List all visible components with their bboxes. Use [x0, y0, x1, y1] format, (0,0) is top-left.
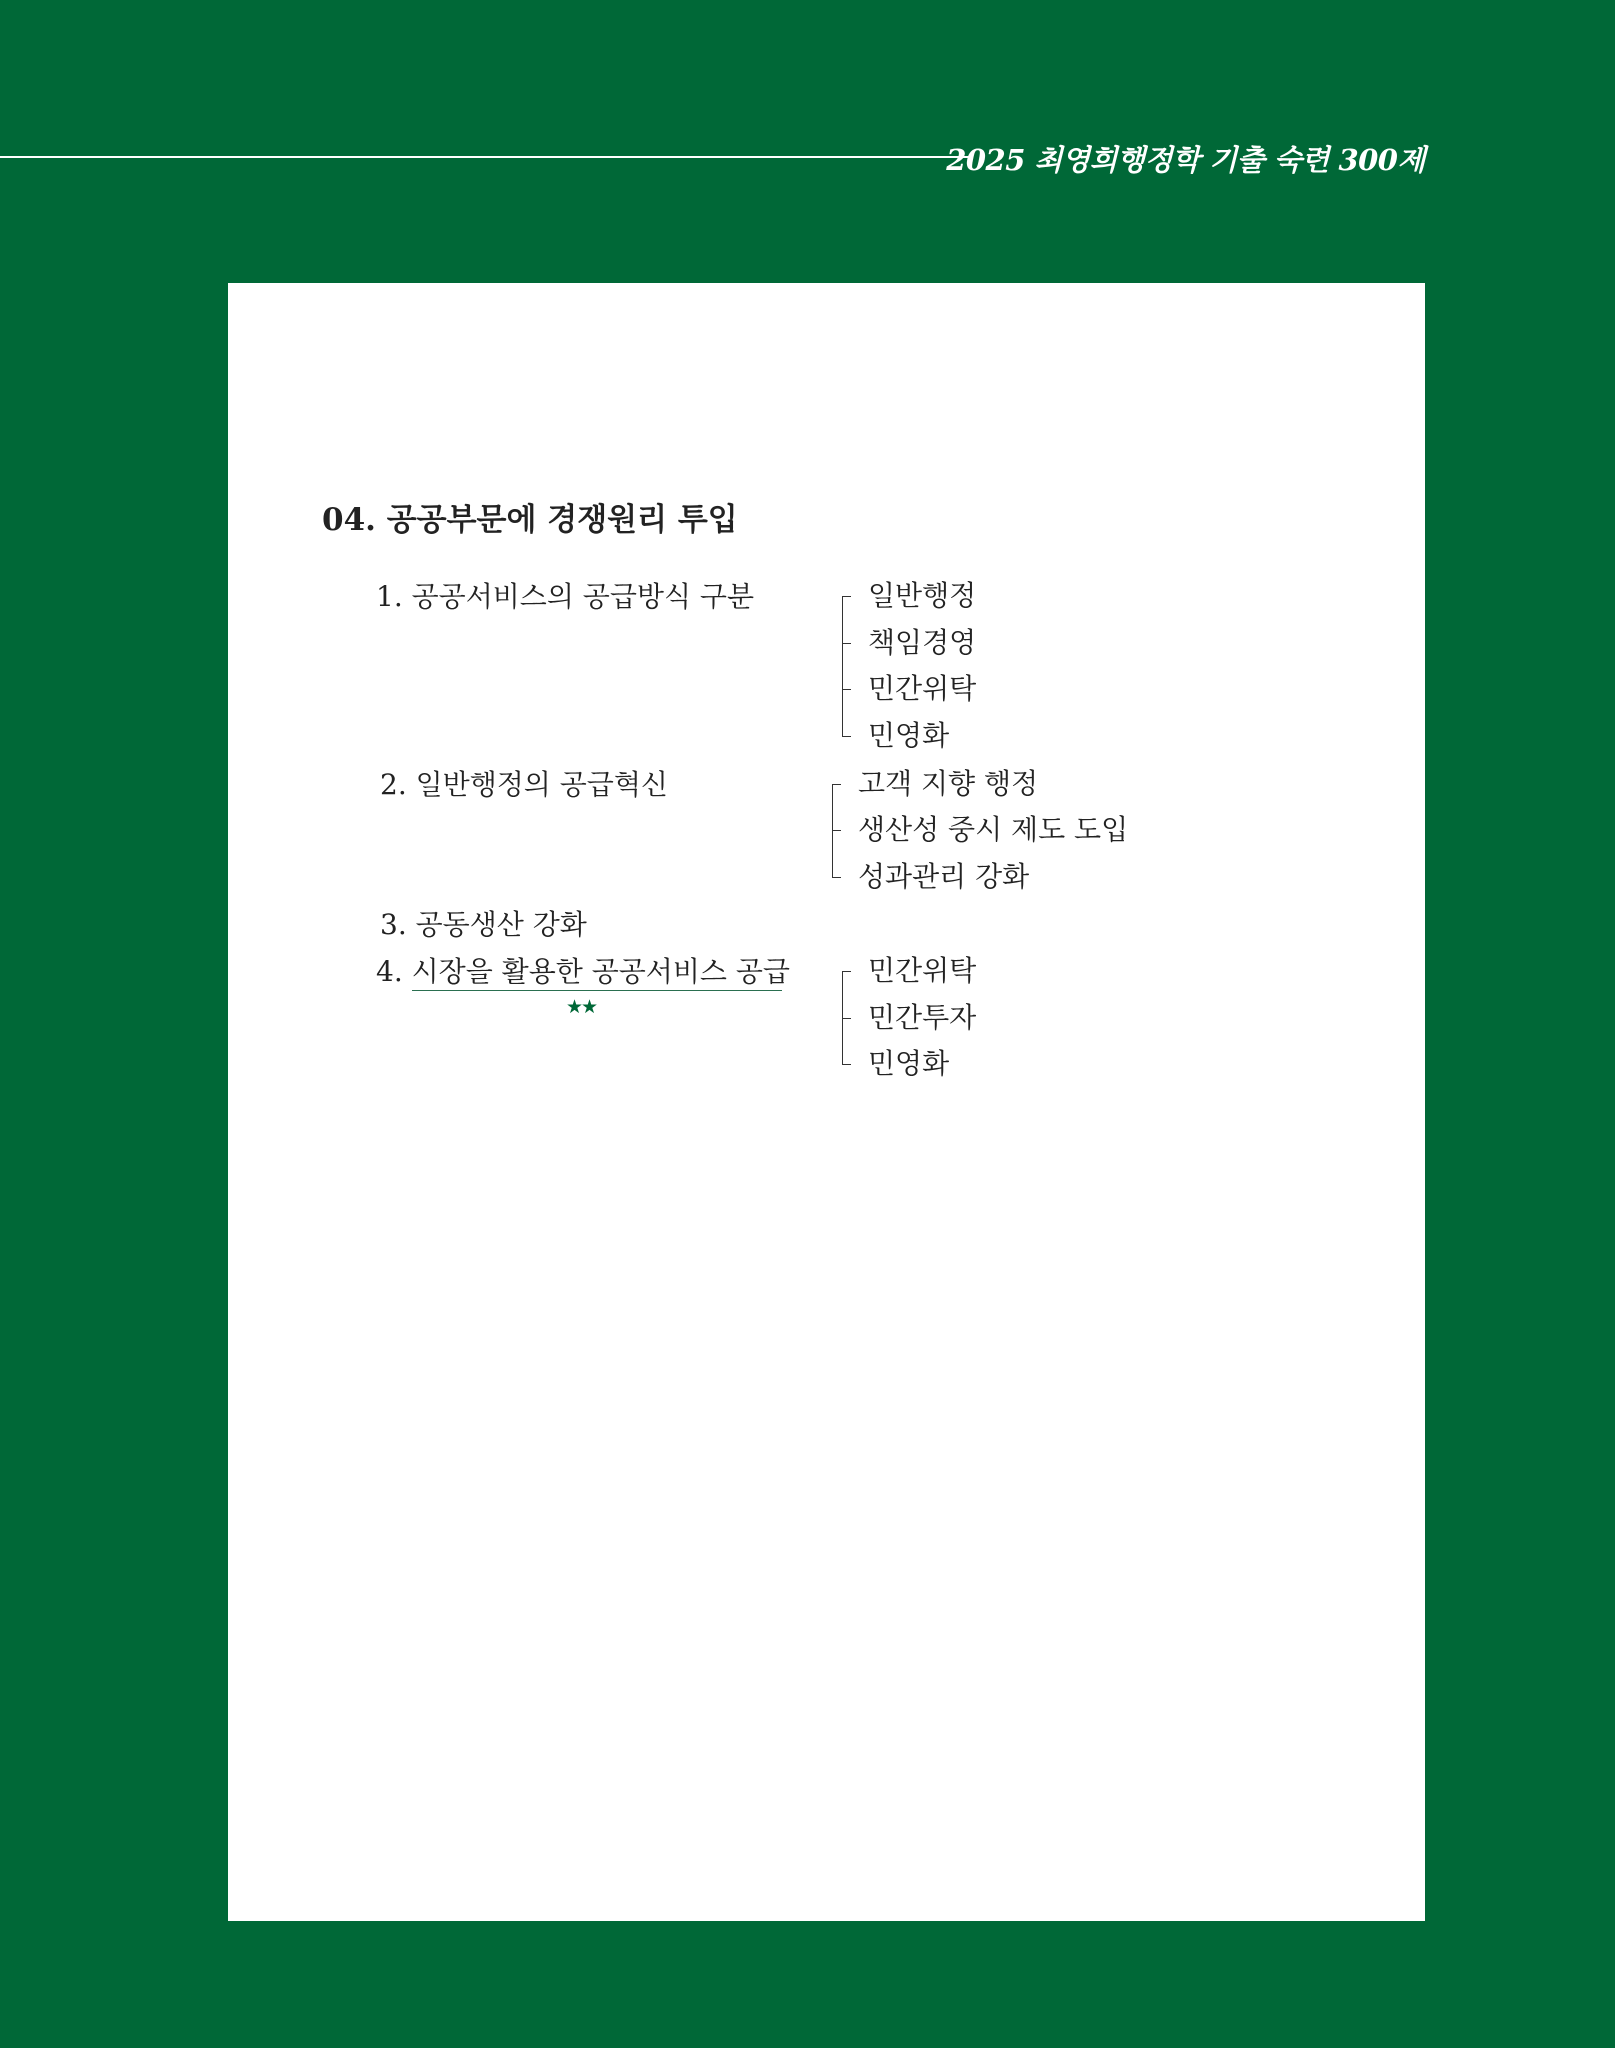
item-1-label: 1. 공공서비스의 공급방식 구분: [376, 580, 754, 613]
branch-item: 민영화: [868, 1047, 950, 1080]
branch-item: 민간위탁: [868, 672, 977, 705]
branch-tick: [832, 830, 841, 831]
branch-item: 민간투자: [868, 1001, 977, 1034]
branch-tick: [832, 877, 841, 878]
header-rule: [0, 156, 970, 158]
branch-tick: [842, 689, 851, 690]
branch-tick: [842, 1018, 851, 1019]
content-card: [228, 283, 1425, 1921]
branch-tick: [842, 643, 851, 644]
branch-item: 생산성 중시 제도 도입: [858, 813, 1129, 846]
branch-tick: [842, 971, 851, 972]
branch-tick: [832, 784, 841, 785]
importance-stars: ★★: [566, 996, 597, 1018]
branch-item: 민간위탁: [868, 954, 977, 987]
branch-item: 민영화: [868, 719, 950, 752]
branch-item: 고객 지향 행정: [858, 767, 1039, 800]
branch-group-1-line: [842, 596, 843, 736]
branch-tick: [842, 1064, 851, 1065]
branch-item: 일반행정: [868, 579, 977, 612]
branch-item: 책임경영: [868, 626, 977, 659]
item-4-label: 4. 시장을 활용한 공공서비스 공급: [376, 955, 790, 988]
branch-item: 성과관리 강화: [858, 860, 1030, 893]
item-2-label: 2. 일반행정의 공급혁신: [380, 768, 668, 801]
item-3-label: 3. 공동생산 강화: [380, 908, 587, 941]
branch-tick: [842, 736, 851, 737]
branch-tick: [842, 596, 851, 597]
book-title: 2025 최영희행정학 기출 숙련 300제: [946, 143, 1425, 177]
section-title: 04. 공공부문에 경쟁원리 투입: [322, 502, 738, 538]
item-4-underline: [412, 990, 782, 991]
